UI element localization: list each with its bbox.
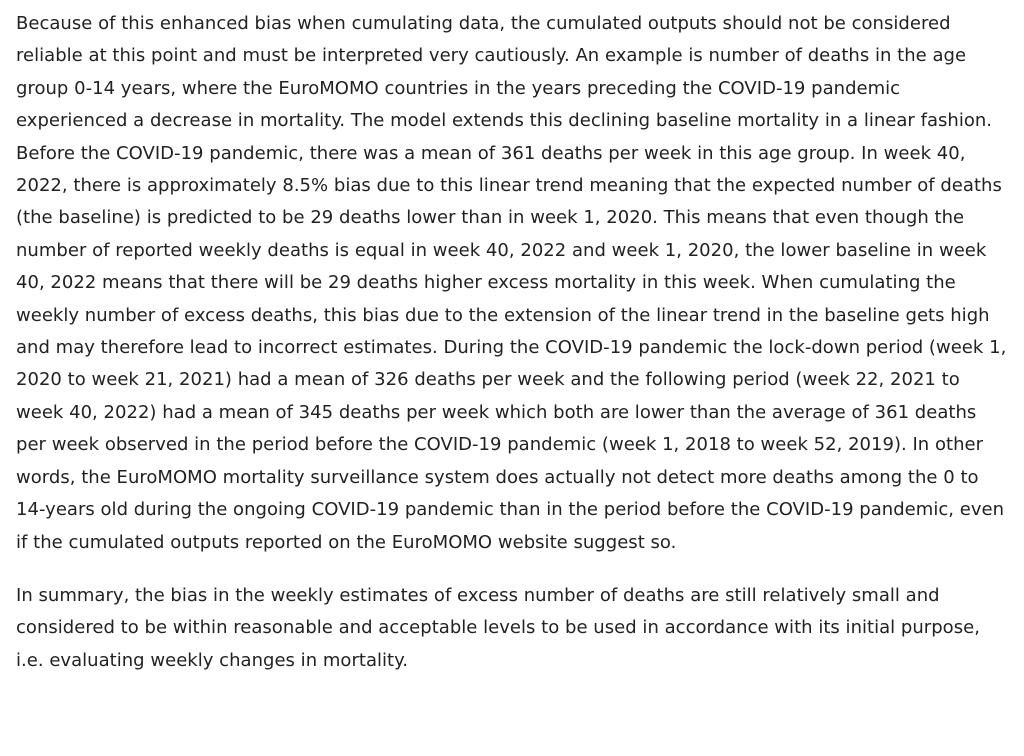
bias-explanation-paragraph: Because of this enhanced bias when cumulating data, the cumulated outputs should not be considered reliable at this point and must be interpreted very cautiously. An example is number of deaths in the age group 0-14 years, where the EuroMOMO countries in the years preceding the COVID-19 pandemic experienced a decrease in mortality. The model extends this declining baseline mortality in a linear fashion. Before the COVID-19 pandemic, there was a mean of 361 deaths per week in this age group. In week 40, 2022, there is approximately 8.5% bias due to this linear trend meaning that the expected number of deaths (the baseline) is predicted to be 29 deaths lower than in week 1, 2020. This means that even though the number of reported weekly deaths is equal in week 40, 2022 and week 1, 2020, the lower baseline in week 40, 2022 means that there will be 29 deaths higher excess mortality in this week. When cumulating the weekly number of excess deaths, this bias due to the extension of the linear trend in the baseline gets high and may therefore lead to incorrect estimates. During the COVID-19 pandemic the lock-down period (week 1, 2020 to week 21, 2021) had a mean of 326 deaths per week and the following period (week 22, 2021 to week 40, 2022) had a mean of 345 deaths per week which both are lower than the average of 361 deaths per week observed in the period before the COVID-19 pandemic (week 1, 2018 to week 52, 2019). In other words, the EuroMOMO mortality surveillance system does actually not detect more deaths among the 0 to 14-years old during the ongoing COVID-19 pandemic than in the period before the COVID-19 pandemic, even if the cumulated outputs reported on the EuroMOMO website suggest so. xyxy=(16,13,1007,553)
summary-paragraph: In summary, the bias in the weekly estimates of excess number of deaths are still relatively small and considered to be within reasonable and acceptable levels to be used in accordance with its initial purpose, i.e. evaluating weekly changes in mortality. xyxy=(16,584,980,671)
